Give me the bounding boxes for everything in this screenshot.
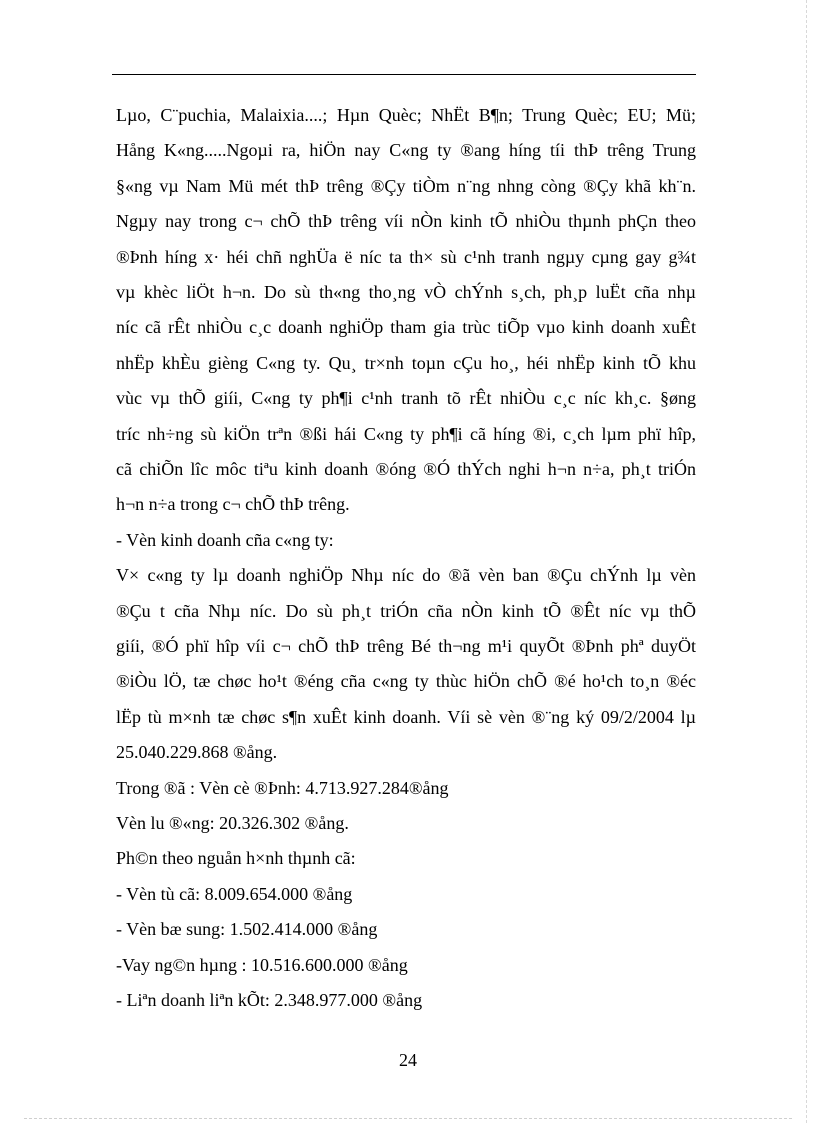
text-line: lËp tù m×nh tæ chøc s¶n xuÊt kinh doanh. Víi sè vèn ®¨ng ký 09/2/2004 lµ <box>116 706 696 727</box>
text-line: V× c«ng ty lµ doanh nghiÖp Nhµ níc do ®ã vèn ban ®Çu chÝnh lµ vèn <box>116 565 696 586</box>
text-line: -Vay ng©n hµng : 10.516.600.000 ®ång <box>116 954 408 975</box>
page-right-edge <box>806 0 807 1123</box>
text-line: Lµo, C¨puchia, Malaixia....; Hµn Quèc; NhËt B¶n; Trung Quèc; EU; Mü; <box>116 105 696 125</box>
text-line: nhËp khÈu gièng C«ng ty. Qu¸ tr×nh toµn cÇu ho¸, héi nhËp kinh tÕ khu <box>116 352 696 373</box>
text-line: cã chiÕn lîc môc tiªu kinh doanh ®óng ®Ó thÝch nghi h¬n n÷a, ph¸t triÓn <box>116 459 696 479</box>
page-bottom-edge <box>24 1118 792 1119</box>
text-line: - Liªn doanh liªn kÕt: 2.348.977.000 ®ång <box>116 990 423 1010</box>
text-line: - Vèn tù cã: 8.009.654.000 ®ång <box>116 883 353 904</box>
text-line: h¬n n÷a trong c¬ chÕ thÞ trêng. <box>116 494 350 515</box>
text-line: vµ khèc liÖt h¬n. Do sù th«ng tho¸ng vÒ chÝnh s¸ch, ph¸p luËt cña nhµ <box>116 282 696 302</box>
text-line: Ph©n theo nguån h×nh thµnh cã: <box>116 848 356 869</box>
text-line: - Vèn kinh doanh cña c«ng ty: <box>116 529 334 550</box>
text-line: ®iÒu lÖ, tæ chøc ho¹t ®éng cña c«ng ty thùc hiÖn chÕ ®é ho¹ch to¸n ®éc <box>116 671 696 692</box>
text-line: §«ng vµ Nam Mü mét thÞ trêng ®Çy tiÒm n¨ng nhng còng ®Çy khã kh¨n. <box>116 175 696 196</box>
text-line: giíi, ®Ó phï hîp víi c¬ chÕ thÞ trêng Bé th¬ng m¹i quyÕt ®Þnh phª duyÖt <box>116 636 696 656</box>
text-line: 25.040.229.868 ®ång. <box>116 742 278 763</box>
text-line: Hång K«ng.....Ngoµi ra, hiÖn nay C«ng ty ®ang híng tíi thÞ trêng Trung <box>116 140 696 161</box>
text-line: ®Çu t cña Nhµ níc. Do sù ph¸t triÓn cña nÒn kinh tÕ ®Êt níc vµ thÕ <box>116 600 696 621</box>
text-line: - Vèn bæ sung: 1.502.414.000 ®ång <box>116 919 378 940</box>
header-rule <box>112 74 696 75</box>
text-line: Ngµy nay trong c¬ chÕ thÞ trêng víi nÒn kinh tÕ nhiÒu thµnh phÇn theo <box>116 211 696 232</box>
text-line: vùc vµ thÕ giíi, C«ng ty ph¶i c¹nh tranh tõ rÊt nhiÒu c¸c níc kh¸c. §øng <box>116 388 696 409</box>
text-line: ®Þnh híng x· héi chñ nghÜa ë níc ta th× sù c¹nh tranh ngµy cµng gay g¾t <box>116 246 696 267</box>
text-line: níc cã rÊt nhiÒu c¸c doanh nghiÖp tham gia trùc tiÕp vµo kinh doanh xuÊt <box>116 317 696 338</box>
text-line: Vèn lu ®«ng: 20.326.302 ®ång. <box>116 813 349 833</box>
text-line: Trong ®ã : Vèn cè ®Þnh: 4.713.927.284®ång <box>116 777 449 798</box>
page-number: 24 <box>399 1050 417 1070</box>
text-line: tríc nh÷ng sù kiÖn trªn ®ßi hái C«ng ty ph¶i cã híng ®i, c¸ch lµm phï hîp, <box>116 423 696 444</box>
